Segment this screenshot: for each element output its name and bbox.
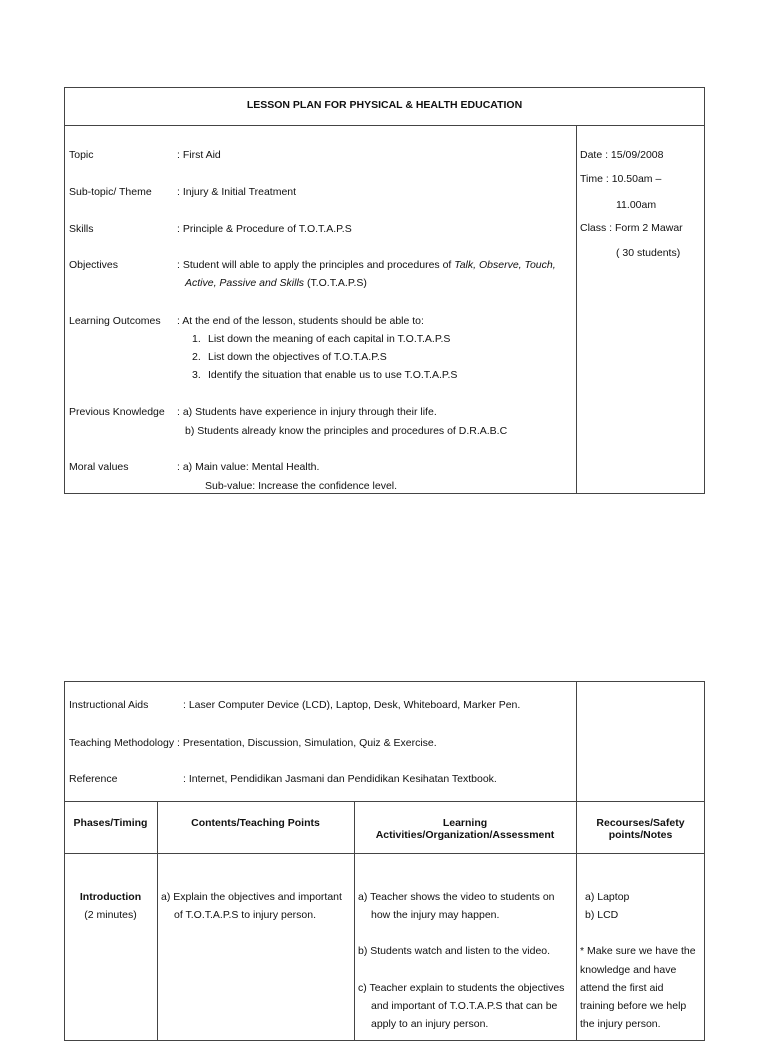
instructional-aids-value: : Laser Computer Device (LCD), Laptop, Desk, Whiteboard, Marker Pen. bbox=[183, 699, 521, 711]
lesson-date: Date : 15/09/2008 bbox=[580, 149, 664, 161]
safety-note-line-2: knowledge and have bbox=[580, 964, 677, 976]
safety-note-line-1: * Make sure we have the bbox=[580, 945, 696, 957]
safety-note-line-5: the injury person. bbox=[580, 1018, 661, 1030]
introduction-phase: Introduction bbox=[79, 891, 142, 903]
skills-label: Skills bbox=[69, 223, 94, 235]
resource-laptop: a) Laptop bbox=[585, 891, 630, 903]
resources-column-divider bbox=[576, 681, 577, 1041]
resources-header-line-1: Recourses/Safety bbox=[596, 817, 685, 829]
moral-values-line-2: Sub-value: Increase the confidence level. bbox=[205, 480, 398, 492]
reference-value: : Internet, Pendidikan Jasmani dan Pendidikan Kesihatan Textbook. bbox=[183, 773, 497, 785]
objectives-line-2 bbox=[185, 277, 367, 289]
intro-activity-c-line-1: c) Teacher explain to students the objectives bbox=[358, 982, 565, 994]
teaching-methodology-label: Teaching Methodology bbox=[69, 737, 175, 749]
previous-knowledge-line-1: : a) Students have experience in injury through their life. bbox=[177, 406, 437, 418]
phases-timing-header: Phases/Timing bbox=[73, 817, 148, 829]
lesson-time-line-1: Time : 10.50am – bbox=[580, 173, 662, 185]
outcome-item-text: List down the objectives of T.O.T.A.P.S bbox=[208, 351, 387, 363]
subtopic-label: Sub-topic/ Theme bbox=[69, 186, 152, 198]
intro-activity-a-line-2: how the injury may happen. bbox=[371, 909, 500, 921]
title-divider bbox=[64, 125, 705, 126]
moral-values-line-1: : a) Main value: Mental Health. bbox=[177, 461, 320, 473]
moral-values-label: Moral values bbox=[69, 461, 129, 473]
intro-activity-c-line-3: apply to an injury person. bbox=[371, 1018, 489, 1030]
lesson-time-line-2: 11.00am bbox=[616, 199, 657, 211]
header-row-top-border bbox=[64, 801, 705, 802]
safety-note-line-4: training before we help bbox=[580, 1000, 687, 1012]
contents-teaching-points-header: Contents/Teaching Points bbox=[191, 817, 320, 829]
outcome-item-text: List down the meaning of each capital in T.O.T.A.P.S bbox=[208, 333, 451, 345]
lesson-class-line-1: Class : Form 2 Mawar bbox=[580, 222, 683, 234]
intro-content-line-1: a) Explain the objectives and important bbox=[161, 891, 342, 903]
lesson-class-line-2: ( 30 students) bbox=[616, 247, 681, 259]
page-title: LESSON PLAN FOR PHYSICAL & HEALTH EDUCATION bbox=[246, 99, 523, 111]
outcome-item-text: Identify the situation that enable us to use T.O.T.A.P.S bbox=[208, 369, 458, 381]
outcome-item-num: 3. bbox=[192, 369, 201, 381]
intro-activity-c-line-2: and important of T.O.T.A.P.S that can be bbox=[371, 1000, 558, 1012]
previous-knowledge-label: Previous Knowledge bbox=[69, 406, 165, 418]
intro-activity-a-line-1: a) Teacher shows the video to students on bbox=[358, 891, 555, 903]
topic-value: : First Aid bbox=[177, 149, 221, 161]
intro-activity-b: b) Students watch and listen to the video. bbox=[358, 945, 551, 957]
side-column-divider bbox=[576, 125, 577, 494]
resource-lcd: b) LCD bbox=[585, 909, 619, 921]
learning-activities-header-line-1: Learning bbox=[442, 817, 488, 829]
phases-column-divider bbox=[157, 801, 158, 1041]
outcome-item-num: 2. bbox=[192, 351, 201, 363]
introduction-timing: (2 minutes) bbox=[84, 909, 137, 921]
topic-label: Topic bbox=[69, 149, 94, 161]
instructional-aids-label: Instructional Aids bbox=[69, 699, 149, 711]
skills-value: : Principle & Procedure of T.O.T.A.P.S bbox=[177, 223, 352, 235]
outcomes-intro: : At the end of the lesson, students should be able to: bbox=[177, 315, 424, 327]
intro-content-line-2: of T.O.T.A.P.S to injury person. bbox=[174, 909, 317, 921]
subtopic-value: : Injury & Initial Treatment bbox=[177, 186, 297, 198]
resources-header-line-2: points/Notes bbox=[608, 829, 673, 841]
header-row-bottom-border bbox=[64, 853, 705, 854]
objectives-line-1 bbox=[177, 259, 556, 271]
reference-label: Reference bbox=[69, 773, 118, 785]
objectives-suffix: (T.O.T.A.P.S) bbox=[304, 277, 367, 289]
objectives-label: Objectives bbox=[69, 259, 119, 271]
objectives-italic-1: Talk, Observe, Touch, bbox=[454, 259, 556, 271]
objectives-italic-2: Active, Passive and Skills bbox=[185, 277, 305, 289]
outcome-item-num: 1. bbox=[192, 333, 201, 345]
safety-note-line-3: attend the first aid bbox=[580, 982, 664, 994]
objectives-prefix: : Student will able to apply the principles and procedures of bbox=[177, 259, 455, 271]
teaching-methodology-value: : Presentation, Discussion, Simulation, Quiz & Exercise. bbox=[177, 737, 437, 749]
learning-activities-header-line-2: Activities/Organization/Assessment bbox=[375, 829, 555, 841]
previous-knowledge-line-2: b) Students already know the principles and procedures of D.R.A.B.C bbox=[185, 425, 508, 437]
outcomes-label: Learning Outcomes bbox=[69, 315, 161, 327]
